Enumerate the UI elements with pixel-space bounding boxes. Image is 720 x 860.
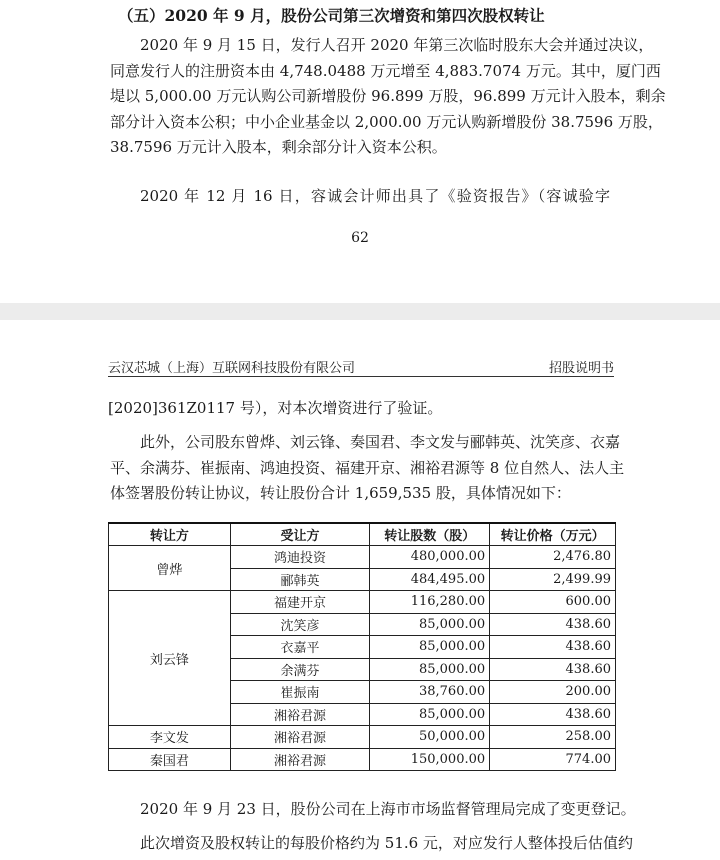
text-line: 此次增资及股权转让的每股价格约为 51.6 元，对应发行人整体投后估值约 [140, 834, 633, 852]
text-line: 2020 年 9 月 23 日，股份公司在上海市市场监督管理局完成了变更登记。 [140, 800, 636, 818]
price-cell: 258.00 [490, 726, 616, 749]
column-header: 受让方 [230, 523, 370, 546]
text-line: 此外，公司股东曾烨、刘云锋、奏国君、李文发与郦韩英、沈笑彦、衣嘉 [140, 433, 621, 451]
shares-cell: 85,000.00 [370, 658, 490, 681]
paragraph-price [140, 831, 640, 857]
text-line: 2020 年 9 月 15 日，发行人召开 2020 年第三次临时股东大会并通过决议， [140, 36, 654, 54]
paragraph-capital-increase [110, 33, 666, 161]
shares-cell: 85,000.00 [370, 636, 490, 659]
shares-cell: 116,280.00 [370, 591, 490, 614]
table-row [109, 591, 616, 614]
document-page-62 [0, 0, 720, 303]
text-line: 38.7596 万元计入股本，剩余部分计入资本公积。 [110, 138, 447, 156]
transferor-cell: 秦国君 [109, 748, 231, 771]
shares-cell: 85,000.00 [370, 703, 490, 726]
price-cell: 438.60 [490, 636, 616, 659]
text-line: 堤以 5,000.00 万元认购公司新增股份 96.899 万股，96.899 万元计入股本，剩余 [110, 87, 666, 105]
price-cell: 200.00 [490, 681, 616, 704]
table-row [109, 748, 616, 771]
transferee-cell: 湘裕君源 [230, 726, 370, 749]
transferor-cell: 曾烨 [109, 546, 231, 591]
shares-cell: 38,760.00 [370, 681, 490, 704]
text-line: 同意发行人的注册资本由 4,748.0488 万元增至 4,883.7074 万元。其中，厦门西 [110, 61, 661, 80]
table-row [109, 726, 616, 749]
price-cell: 2,476.80 [490, 546, 616, 569]
text-line: 体签署股份转让协议，转让股份合计 1,659,535 股，具体情况如下： [110, 484, 571, 502]
company-name: 云汉芯城（上海）互联网科技股份有限公司 [108, 361, 356, 376]
transferee-cell: 郦韩英 [230, 568, 370, 591]
text-line: 平、余满芬、崔振南、鸿迪投资、福建开京、湘裕君源等 8 位自然人、法人主 [110, 458, 625, 477]
section-heading: （五）2020 年 9 月，股份公司第三次增资和第四次股权转让 [118, 6, 545, 25]
table-header-row [109, 523, 616, 546]
share-transfer-table [108, 522, 616, 771]
page-number: 62 [351, 230, 369, 246]
transferor-cell: 李文发 [109, 726, 231, 749]
column-header: 转让股数（股） [370, 523, 490, 546]
text-line: [2020]361Z0117 号），对本次增资进行了验证。 [108, 399, 443, 417]
price-cell: 438.60 [490, 613, 616, 636]
table-row [109, 546, 616, 569]
transferor-cell: 刘云锋 [109, 591, 231, 726]
running-header [108, 354, 614, 377]
price-cell: 438.60 [490, 658, 616, 681]
column-header: 转让价格（万元） [490, 523, 616, 546]
shares-cell: 484,495.00 [370, 568, 490, 591]
text-line: 部分计入资本公积；中小企业基金以 2,000.00 万元认购新增股份 38.7596 万股， [110, 112, 663, 131]
transferee-cell: 余满芬 [230, 658, 370, 681]
transferee-cell: 湘裕君源 [230, 703, 370, 726]
price-cell: 774.00 [490, 748, 616, 771]
paragraph-registration [140, 797, 640, 823]
shares-cell: 85,000.00 [370, 613, 490, 636]
transferee-cell: 湘裕君源 [230, 748, 370, 771]
shares-cell: 50,000.00 [370, 726, 490, 749]
price-cell: 438.60 [490, 703, 616, 726]
transferee-cell: 衣嘉平 [230, 636, 370, 659]
price-cell: 2,499.99 [490, 568, 616, 591]
transferee-cell: 福建开京 [230, 591, 370, 614]
shares-cell: 480,000.00 [370, 546, 490, 569]
paragraph-verification-report: 2020 年 12 月 16 日，容诚会计师出具了《验资报告》（容诚验字 [140, 187, 610, 205]
column-header: 转让方 [109, 523, 231, 546]
document-type: 招股说明书 [548, 361, 614, 376]
transferee-cell: 崔振南 [230, 681, 370, 704]
transferee-cell: 鸿迪投资 [230, 546, 370, 569]
paragraph-share-transfer [110, 430, 625, 507]
price-cell: 600.00 [490, 591, 616, 614]
shares-cell: 150,000.00 [370, 748, 490, 771]
transferee-cell: 沈笑彦 [230, 613, 370, 636]
continued-line [108, 396, 608, 422]
